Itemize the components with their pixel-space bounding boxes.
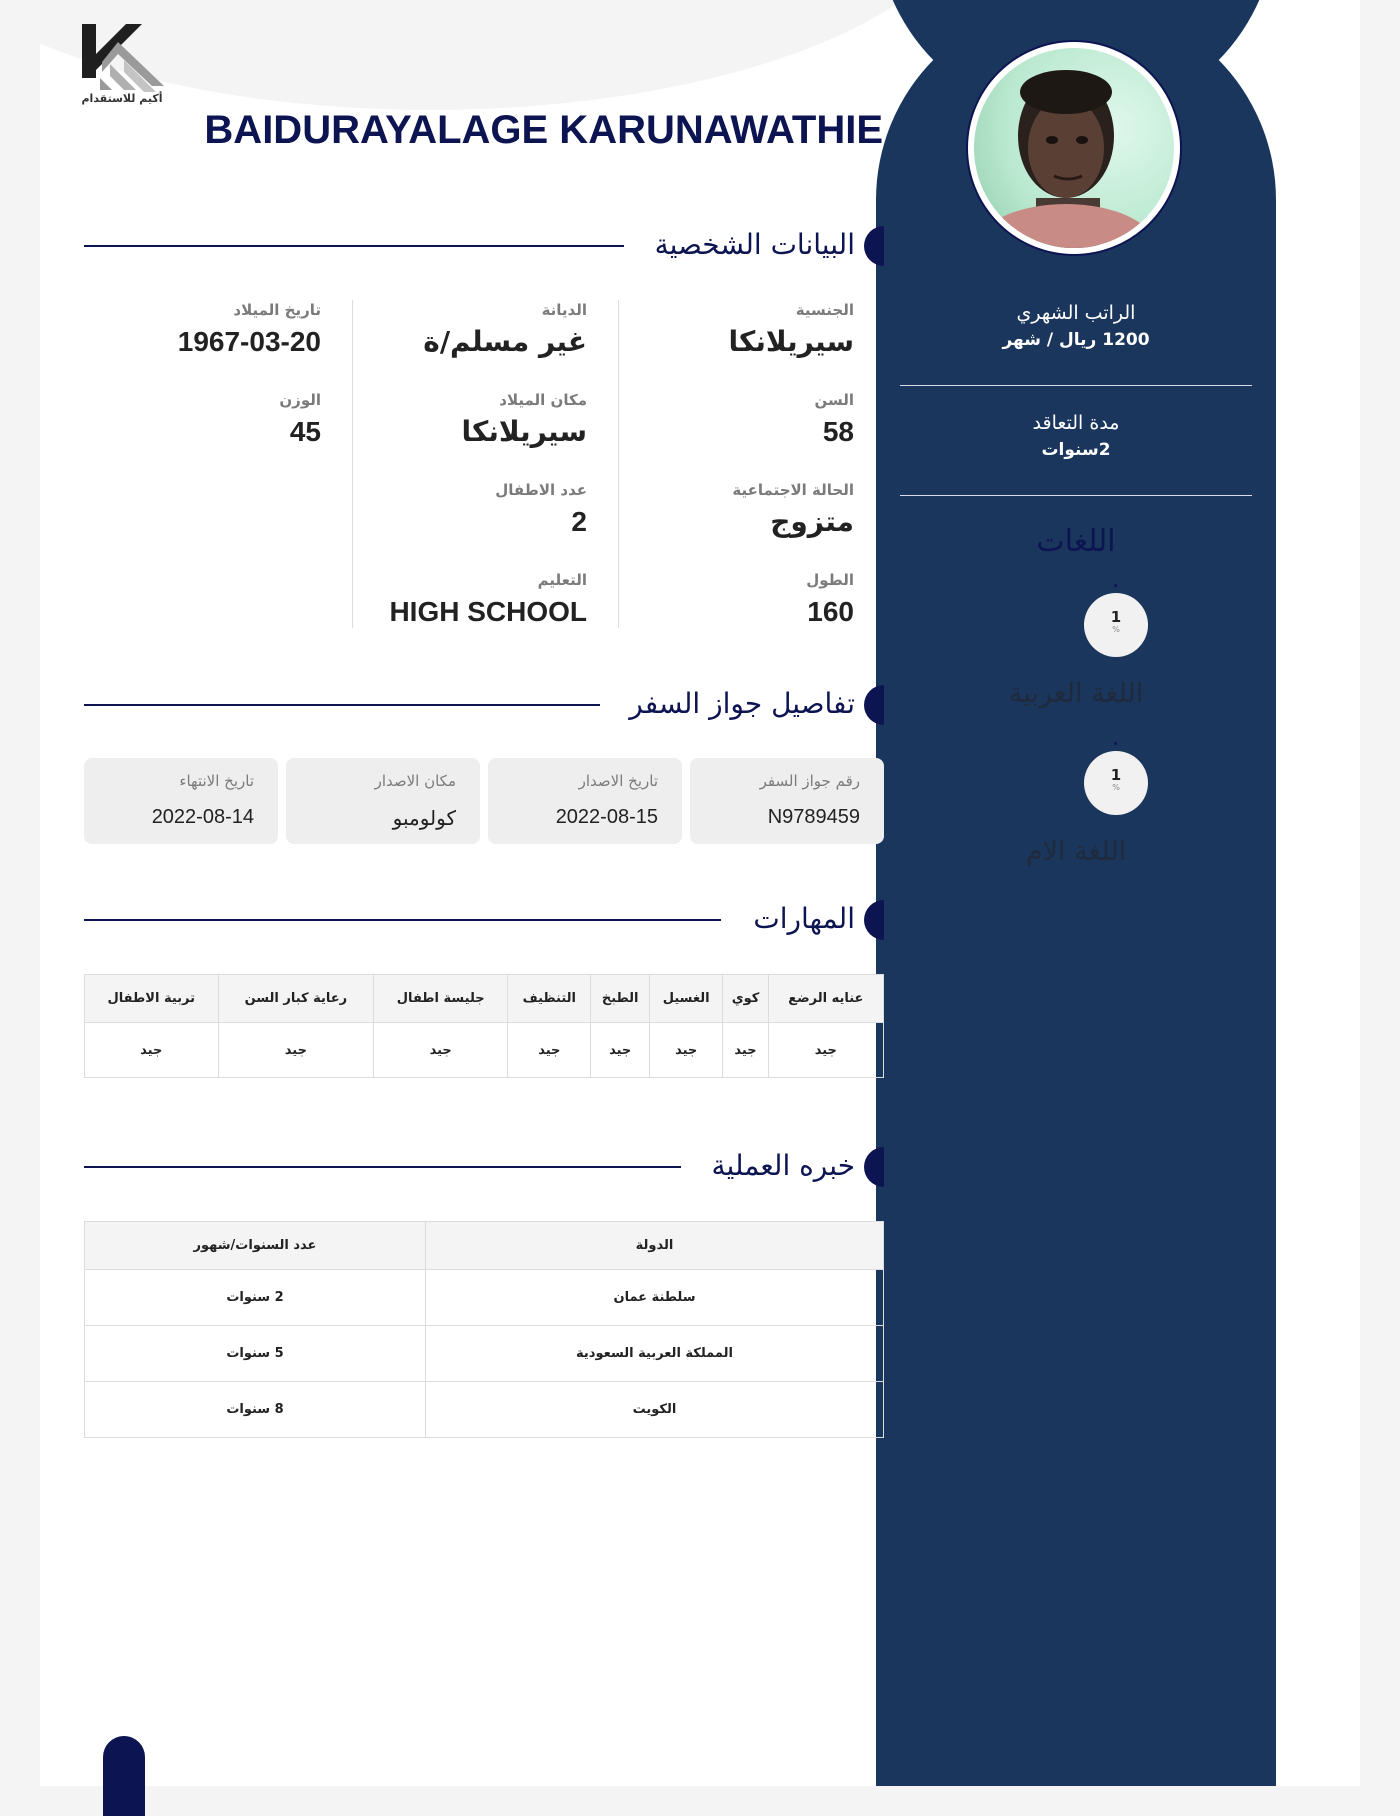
worker-name: BAIDURAYALAGE KARUNAWATHIE: [204, 108, 883, 152]
weight-label: الوزن: [279, 391, 321, 409]
passport-card: [488, 758, 682, 844]
passport-card: [690, 758, 884, 844]
contract-label: مدة التعاقد: [1032, 412, 1120, 434]
duration-cell: 5 سنوات: [85, 1326, 426, 1382]
header-curve: [40, 0, 980, 110]
worker-photo: [974, 48, 1174, 248]
skills-header-row: [85, 975, 884, 1023]
country-cell: سلطنة عمان: [426, 1270, 884, 1326]
age-value: 58: [822, 416, 854, 447]
expiry-date-label: تاريخ الانتهاء: [179, 772, 254, 790]
children-value: 2: [571, 506, 587, 537]
birthplace-value: سيريلانكا: [461, 415, 587, 448]
duration-header: عدد السنوات/شهور: [85, 1222, 426, 1270]
skill-rating: جيد: [218, 1023, 374, 1078]
issue-date-label: تاريخ الاصدار: [578, 772, 658, 790]
company-logo: [76, 20, 168, 105]
birthdate-label: تاريخ الميلاد: [233, 301, 321, 319]
language-unit: %: [1112, 783, 1120, 792]
skill-header: التنظيف: [508, 975, 591, 1023]
personal-column-1: [618, 300, 854, 660]
skills-table: [84, 974, 884, 1078]
skill-header: كوي: [723, 975, 768, 1023]
salary-value: 1200 ريال / شهر: [1002, 330, 1150, 350]
skills-value-row: [85, 1023, 884, 1078]
logo-k-icon: [80, 20, 164, 96]
experience-section-title: خبره العملية: [711, 1149, 855, 1182]
language-level: 1: [1110, 766, 1122, 784]
language-dot: [1114, 584, 1117, 587]
section-rule: [84, 919, 721, 921]
country-cell: الكويت: [426, 1382, 884, 1438]
skill-rating: جيد: [768, 1023, 883, 1078]
section-rule: [84, 1166, 681, 1168]
language-level-circle: [1084, 593, 1148, 657]
passport-card: [286, 758, 480, 844]
language-level-circle: [1084, 751, 1148, 815]
skills-section-title: المهارات: [753, 902, 855, 935]
skill-rating: جيد: [649, 1023, 723, 1078]
language-name: اللغة العربية: [1008, 678, 1144, 709]
personal-section-title: البيانات الشخصية: [654, 228, 855, 261]
nationality-label: الجنسية: [795, 301, 854, 319]
skill-rating: جيد: [85, 1023, 219, 1078]
skill-rating: جيد: [508, 1023, 591, 1078]
country-header: الدولة: [426, 1222, 884, 1270]
skill-rating: جيد: [591, 1023, 650, 1078]
age-label: السن: [814, 391, 854, 409]
column-divider: [352, 300, 353, 628]
languages-title: اللغات: [1036, 524, 1116, 559]
education-label: التعليم: [537, 571, 587, 589]
religion-value: غير مسلم/ة: [423, 325, 587, 358]
issue-place-value: كولومبو: [392, 806, 456, 830]
personal-column-3: [84, 300, 321, 480]
height-label: الطول: [806, 571, 854, 589]
birthplace-label: مكان الميلاد: [499, 391, 587, 409]
passport-number-label: رقم جواز السفر: [759, 772, 860, 790]
section-rule: [84, 704, 600, 706]
table-row: [85, 1326, 884, 1382]
weight-value: 45: [289, 416, 321, 447]
contract-block: [900, 412, 1252, 460]
table-row: [85, 1270, 884, 1326]
religion-label: الديانة: [541, 301, 587, 319]
contract-value: 2سنوات: [1041, 440, 1111, 460]
language-unit: %: [1112, 625, 1120, 634]
table-row: [85, 1382, 884, 1438]
logo-text: أكيم للاستقدام: [81, 92, 163, 105]
skill-header: جليسة اطفال: [374, 975, 508, 1023]
country-cell: المملكة العربية السعودية: [426, 1326, 884, 1382]
skill-rating: جيد: [374, 1023, 508, 1078]
skill-rating: جيد: [723, 1023, 768, 1078]
experience-table: [84, 1221, 884, 1438]
skill-header: رعاية كبار السن: [218, 975, 374, 1023]
duration-cell: 2 سنوات: [85, 1270, 426, 1326]
salary-block: [900, 302, 1252, 350]
skill-header: الغسيل: [649, 975, 723, 1023]
education-value: HIGH SCHOOL: [389, 596, 587, 627]
section-rule: [84, 245, 624, 247]
marital-status-value: متزوج: [770, 505, 854, 538]
marital-status-label: الحالة الاجتماعية: [732, 481, 854, 499]
sidebar-divider: [900, 495, 1252, 496]
salary-label: الراتب الشهري: [1016, 302, 1136, 324]
skill-header: الطبخ: [591, 975, 650, 1023]
duration-cell: 8 سنوات: [85, 1382, 426, 1438]
skill-header: عنايه الرضع: [768, 975, 883, 1023]
language-name: اللغة الام: [1025, 836, 1127, 867]
column-divider: [618, 300, 619, 628]
expiry-date-value: 2022-08-14: [151, 806, 254, 828]
children-label: عدد الاطفال: [495, 481, 587, 499]
birthdate-value: 1967-03-20: [177, 326, 321, 357]
sidebar-divider: [900, 385, 1252, 386]
language-dot: [1114, 742, 1117, 745]
issue-place-label: مكان الاصدار: [374, 772, 456, 790]
portrait-avatar: [974, 48, 1174, 248]
passport-number-value: N9789459: [767, 806, 860, 828]
personal-column-2: [352, 300, 587, 660]
skill-header: تربية الاطفال: [85, 975, 219, 1023]
experience-header-row: [85, 1222, 884, 1270]
passport-card: [84, 758, 278, 844]
footer-marker: [103, 1736, 145, 1816]
nationality-value: سيريلانكا: [728, 325, 854, 358]
issue-date-value: 2022-08-15: [555, 806, 658, 828]
language-level: 1: [1110, 608, 1122, 626]
passport-section-title: تفاصيل جواز السفر: [629, 687, 855, 720]
sidebar: [876, 0, 1276, 1786]
height-value: 160: [807, 596, 854, 627]
